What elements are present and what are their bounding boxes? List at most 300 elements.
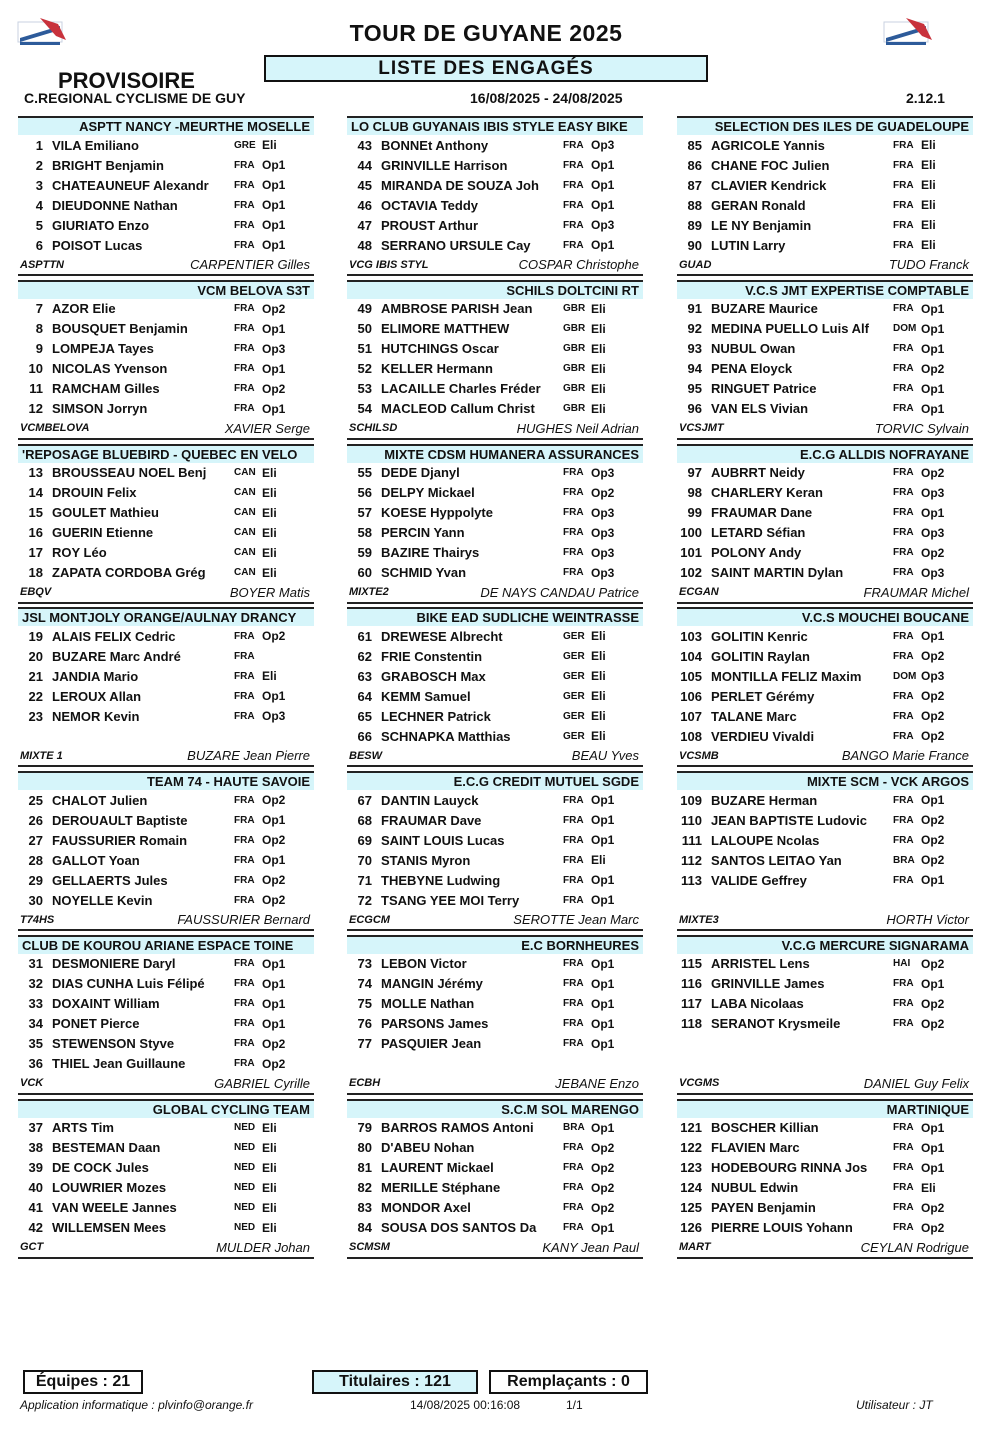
rider-row (677, 1218, 973, 1238)
rider-row (18, 359, 314, 379)
team-footer (677, 419, 973, 440)
rider-row (18, 830, 314, 850)
rider-row (677, 235, 973, 255)
rider-number: 57 (357, 505, 372, 521)
empty-row (677, 1054, 973, 1074)
rider-nationality: CAN (234, 487, 256, 499)
rider-name: LOMPEJA Tayes (52, 341, 154, 357)
rider-number: 27 (28, 832, 43, 848)
rider-category: Eli (262, 1180, 277, 1195)
rider-name: FLAVIEN Marc (711, 1140, 800, 1156)
rider-row (347, 1138, 643, 1158)
team-manager: FAUSSURIER Bernard (177, 912, 310, 928)
rider-nationality: HAI (893, 958, 911, 970)
rider-row (18, 339, 314, 359)
rider-row (347, 1218, 643, 1238)
rider-name: BARROS RAMOS Antoni (381, 1120, 534, 1136)
rider-number: 125 (680, 1200, 702, 1216)
rider-number: 89 (687, 217, 702, 233)
rider-category: Op2 (921, 649, 945, 664)
team-manager: BUZARE Jean Pierre (187, 748, 310, 764)
rider-name: GOULET Mathieu (52, 505, 159, 521)
team-code: MART (679, 1241, 711, 1254)
team-manager: GABRIEL Cyrille (214, 1075, 310, 1091)
rider-category: Op1 (921, 873, 945, 888)
rider-nationality: FRA (563, 507, 584, 519)
team-code: ECBH (349, 1077, 381, 1090)
rider-name: LE NY Benjamin (711, 217, 812, 233)
rider-name: DREWESE Albrecht (381, 628, 503, 644)
team-footer (347, 1238, 643, 1259)
rider-name: JANDIA Mario (52, 668, 139, 684)
rider-nationality: FRA (893, 730, 914, 742)
rider-nationality: FRA (234, 363, 255, 375)
rider-nationality: FRA (563, 894, 584, 906)
rider-number: 90 (687, 237, 702, 253)
rider-name: ZAPATA CORDOBA Grég (52, 565, 206, 581)
rider-name: GRABOSCH Max (381, 668, 486, 684)
rider-row (347, 563, 643, 583)
team-code: GUAD (679, 258, 712, 271)
rider-category: Op1 (262, 158, 286, 172)
rider-name: KEMM Samuel (381, 688, 471, 704)
rider-number: 40 (28, 1180, 43, 1196)
rider-name: MOLLE Nathan (381, 996, 475, 1012)
rider-nationality: FRA (893, 630, 914, 642)
rider-row (347, 994, 643, 1014)
team-manager: BEAU Yves (571, 748, 639, 764)
rider-row (347, 319, 643, 339)
rider-nationality: FRA (234, 403, 255, 415)
rider-row (18, 379, 314, 399)
rider-number: 48 (357, 237, 372, 253)
rider-category: Eli (591, 709, 606, 724)
rider-number: 52 (357, 361, 372, 377)
team-column-1 (18, 116, 314, 1263)
rider-row (18, 706, 314, 726)
rider-row (677, 954, 973, 974)
rider-nationality: GBR (563, 303, 586, 315)
rider-name: LECHNER Patrick (381, 708, 491, 724)
rider-name: SIMSON Jorryn (52, 401, 148, 417)
rider-nationality: FRA (563, 834, 584, 846)
rider-category: Op1 (921, 1140, 945, 1155)
team-name: JSL MONTJOLY ORANGE/AULNAY DRANCY (18, 607, 314, 626)
rider-nationality: FRA (563, 1162, 584, 1174)
team-block (347, 280, 643, 444)
rider-number: 12 (28, 401, 43, 417)
rider-nationality: GBR (563, 383, 586, 395)
rider-nationality: FRA (893, 650, 914, 662)
team-footer (677, 1074, 973, 1095)
rider-number: 104 (680, 648, 702, 664)
rider-category: Eli (262, 545, 277, 560)
team-footer (677, 255, 973, 276)
rider-number: 122 (680, 1140, 702, 1156)
rider-row (18, 1014, 314, 1034)
rider-category: Eli (262, 1200, 277, 1215)
rider-row (677, 215, 973, 235)
rider-nationality: GBR (563, 323, 586, 335)
team-code: MIXTE 1 (20, 749, 63, 762)
rider-name: GOLITIN Raylan (711, 648, 810, 664)
rider-number: 66 (357, 728, 372, 744)
rider-name: GIURIATO Enzo (52, 217, 150, 233)
rider-name: RINGUET Patrice (711, 381, 817, 397)
rider-category: Eli (591, 669, 606, 684)
rider-number: 46 (357, 197, 372, 213)
rider-name: HUTCHINGS Oscar (381, 341, 499, 357)
rider-number: 94 (687, 361, 702, 377)
rider-category: Op2 (262, 381, 286, 396)
team-manager: XAVIER Serge (224, 420, 310, 436)
rider-row (677, 563, 973, 583)
empty-row (347, 1054, 643, 1074)
rider-nationality: FRA (563, 487, 584, 499)
rider-category: Op2 (591, 485, 615, 500)
page-title: TOUR DE GUYANE 2025 (349, 20, 623, 46)
rider-nationality: GER (563, 710, 585, 722)
rider-name: SERRANO URSULE Cay (381, 237, 531, 253)
rider-number: 88 (687, 197, 702, 213)
rider-nationality: GRE (234, 139, 256, 151)
rider-row (18, 870, 314, 890)
rider-category: Eli (262, 1160, 277, 1175)
team-name: V.C.G MERCURE SIGNARAMA (677, 935, 973, 954)
rider-nationality: FRA (234, 323, 255, 335)
rider-category: Eli (591, 361, 606, 376)
rider-category: Op2 (921, 1016, 945, 1031)
rider-number: 68 (357, 812, 372, 828)
rider-row (677, 1198, 973, 1218)
team-manager: MULDER Johan (216, 1239, 310, 1255)
rider-nationality: GER (563, 730, 585, 742)
team-footer (18, 255, 314, 276)
rider-nationality: FRA (893, 507, 914, 519)
rider-category: Op2 (262, 1036, 286, 1051)
rider-number: 112 (681, 852, 702, 868)
rider-nationality: FRA (893, 403, 914, 415)
rider-row (18, 563, 314, 583)
rider-category: Eli (591, 321, 606, 336)
rider-nationality: FRA (563, 547, 584, 559)
team-footer (18, 746, 314, 767)
rider-number: 19 (28, 628, 43, 644)
rider-nationality: FRA (893, 179, 914, 191)
rider-row (347, 726, 643, 746)
team-manager: COSPAR Christophe (518, 257, 639, 272)
rider-nationality: FRA (563, 1202, 584, 1214)
rider-row (18, 974, 314, 994)
rider-name: LEBON Victor (381, 956, 467, 972)
rider-nationality: FRA (893, 527, 914, 539)
rider-nationality: FRA (893, 219, 914, 231)
team-name: V.C.S MOUCHEI BOUCANE (677, 607, 973, 626)
rider-name: STANIS Myron (381, 852, 471, 868)
team-footer (18, 1074, 314, 1095)
rider-row (347, 890, 643, 910)
team-block (347, 935, 643, 1099)
rider-name: PASQUIER Jean (381, 1036, 482, 1052)
rider-nationality: CAN (234, 507, 256, 519)
rider-row (347, 463, 643, 483)
rider-nationality: FRA (234, 854, 255, 866)
rider-number: 87 (687, 177, 702, 193)
rider-category: Op2 (591, 1180, 615, 1195)
rider-name: ROY Léo (52, 545, 107, 561)
rider-row (347, 870, 643, 890)
rider-nationality: FRA (563, 978, 584, 990)
rider-number: 96 (687, 401, 702, 417)
rider-number: 123 (680, 1160, 702, 1176)
rider-nationality: FRA (893, 567, 914, 579)
rider-name: MIRANDA DE SOUZA Joh (381, 177, 539, 193)
rider-row (677, 870, 973, 890)
rider-number: 18 (28, 565, 43, 581)
rider-category: Op2 (921, 729, 945, 744)
rider-nationality: FRA (234, 199, 255, 211)
rider-row (18, 646, 314, 666)
rider-name: TSANG YEE MOI Terry (381, 892, 520, 908)
rider-row (18, 850, 314, 870)
rider-row (677, 726, 973, 746)
team-manager: TUDO Franck (888, 257, 969, 272)
rider-row (677, 974, 973, 994)
rider-row (18, 666, 314, 686)
rider-name: VAN ELS Vivian (711, 401, 809, 417)
rider-nationality: FRA (893, 1162, 914, 1174)
rider-category: Eli (921, 218, 936, 232)
rider-row (18, 810, 314, 830)
rider-row (677, 379, 973, 399)
team-name: MIXTE SCM - VCK ARGOS (677, 771, 973, 790)
rider-number: 17 (28, 545, 43, 561)
rider-category: Op1 (921, 1120, 945, 1135)
team-name: E.C BORNHEURES (347, 935, 643, 954)
team-block (677, 116, 973, 280)
rider-category: Eli (591, 649, 606, 664)
rider-row (677, 155, 973, 175)
footer-app-info: Application informatique : plvinfo@orange.fr (20, 1398, 253, 1412)
rider-number: 38 (28, 1140, 43, 1156)
rider-row (347, 1014, 643, 1034)
team-code: MIXTE3 (679, 913, 719, 926)
rider-name: JEAN BAPTISTE Ludovic (711, 812, 868, 828)
rider-name: VILA Emiliano (52, 137, 139, 153)
rider-nationality: FRA (234, 710, 255, 722)
rider-name: POLONY Andy (711, 545, 802, 561)
rider-number: 2 (35, 157, 43, 173)
rider-row (677, 1178, 973, 1198)
rider-row (18, 135, 314, 155)
rider-name: LOUWRIER Mozes (52, 1180, 167, 1196)
rider-category: Op1 (262, 813, 286, 828)
rider-category: Eli (591, 689, 606, 704)
rider-number: 105 (680, 668, 702, 684)
rider-category: Eli (591, 853, 606, 868)
rider-category: Eli (921, 178, 936, 192)
rider-nationality: FRA (893, 1182, 914, 1194)
rider-name: BAZIRE Thairys (381, 545, 480, 561)
rider-number: 102 (680, 565, 702, 581)
rider-category: Op1 (591, 1036, 615, 1051)
team-name: BIKE EAD SUDLICHE WEINTRASSE (347, 607, 643, 626)
team-manager: CARPENTIER Gilles (190, 257, 310, 272)
rider-row (347, 626, 643, 646)
rider-row (677, 175, 973, 195)
rider-number: 118 (681, 1016, 702, 1032)
team-footer (677, 910, 973, 931)
rider-row (677, 810, 973, 830)
rider-number: 58 (357, 525, 372, 541)
rider-number: 4 (35, 197, 43, 213)
rider-number: 6 (35, 237, 43, 253)
rider-name: GRINVILLE James (711, 976, 825, 992)
rider-name: BOUSQUET Benjamin (52, 321, 188, 337)
rider-row (18, 175, 314, 195)
rider-name: SCHNAPKA Matthias (381, 728, 511, 744)
rider-category: Op2 (921, 996, 945, 1011)
team-name: E.C.G ALLDIS NOFRAYANE (677, 444, 973, 463)
rider-category: Op1 (921, 629, 945, 644)
rider-category: Op1 (262, 198, 286, 212)
rider-category: Op3 (921, 669, 945, 684)
rider-category: Op1 (921, 301, 945, 316)
rider-nationality: FRA (893, 794, 914, 806)
rider-number: 77 (357, 1036, 372, 1052)
rider-category: Op3 (591, 565, 615, 580)
rider-name: MERILLE Stéphane (381, 1180, 501, 1196)
footer-timestamp: 14/08/2025 00:16:08 (410, 1398, 521, 1412)
rider-number: 61 (357, 628, 372, 644)
rider-category: Op1 (262, 996, 286, 1011)
rider-nationality: GBR (563, 403, 586, 415)
rider-number: 82 (357, 1180, 372, 1196)
rider-nationality: BRA (563, 1122, 585, 1134)
rider-nationality: FRA (234, 1038, 255, 1050)
rider-row (677, 339, 973, 359)
rider-number: 107 (680, 708, 702, 724)
rider-number: 100 (680, 525, 702, 541)
rider-name: ELIMORE MATTHEW (381, 321, 510, 337)
empty-row (677, 890, 973, 910)
rider-nationality: FRA (234, 383, 255, 395)
rider-row (347, 379, 643, 399)
rider-name: TALANE Marc (711, 708, 797, 724)
rider-name: VALIDE Geffrey (711, 872, 807, 888)
rider-name: GUERIN Etienne (52, 525, 154, 541)
rider-category: Op1 (921, 401, 945, 416)
rider-nationality: FRA (563, 199, 584, 211)
team-name: TEAM 74 - HAUTE SAVOIE (18, 771, 314, 790)
team-block (677, 935, 973, 1099)
rider-category: Op1 (262, 218, 286, 232)
team-footer (18, 583, 314, 604)
rider-number: 25 (28, 792, 43, 808)
team-column-3 (677, 116, 973, 1263)
rider-row (677, 1118, 973, 1138)
rider-name: ARTS Tim (52, 1120, 114, 1136)
rider-name: RAMCHAM Gilles (52, 381, 160, 397)
rider-category: Op2 (591, 1160, 615, 1175)
rider-number: 45 (357, 177, 372, 193)
rider-category: Op1 (591, 178, 615, 192)
rider-number: 84 (357, 1220, 372, 1236)
rider-number: 86 (687, 157, 702, 173)
rider-name: BONNEt Anthony (381, 137, 489, 153)
rider-name: CHANE FOC Julien (711, 157, 830, 173)
rider-category: Eli (921, 1180, 936, 1195)
rider-number: 47 (357, 217, 372, 233)
rider-name: BOSCHER Killian (711, 1120, 819, 1136)
rider-number: 20 (28, 648, 43, 664)
team-footer (677, 1238, 973, 1259)
teams-count: Équipes : 21 (23, 1370, 143, 1394)
rider-name: OCTAVIA Teddy (381, 197, 479, 213)
rider-nationality: FRA (234, 303, 255, 315)
rider-name: POISOT Lucas (52, 237, 143, 253)
rider-nationality: FRA (563, 998, 584, 1010)
rider-nationality: FRA (893, 1142, 914, 1154)
rider-nationality: FRA (893, 834, 914, 846)
rider-name: FRAUMAR Dave (381, 812, 482, 828)
rider-category: Op1 (262, 238, 286, 252)
rider-number: 72 (357, 892, 372, 908)
team-block (677, 280, 973, 444)
rider-number: 30 (28, 892, 43, 908)
rider-row (347, 706, 643, 726)
rider-nationality: FRA (563, 958, 584, 970)
team-code: SCHILSD (349, 422, 398, 435)
rider-row (347, 686, 643, 706)
rider-category: Op1 (262, 689, 286, 704)
rider-nationality: FRA (563, 854, 584, 866)
rider-nationality: FRA (563, 794, 584, 806)
rider-category: Op1 (591, 976, 615, 991)
rider-row (18, 1178, 314, 1198)
rider-row (677, 483, 973, 503)
event-dates: 16/08/2025 - 24/08/2025 (470, 90, 623, 106)
rider-category: Eli (921, 238, 936, 252)
rider-category: Eli (921, 158, 936, 172)
rider-nationality: FRA (893, 710, 914, 722)
rider-number: 106 (680, 688, 702, 704)
rider-name: SOUSA DOS SANTOS Da (381, 1220, 537, 1236)
rider-number: 1 (35, 137, 43, 153)
team-name: S.C.M SOL MARENGO (347, 1099, 643, 1118)
rider-name: FRIE Constentin (381, 648, 483, 664)
rider-row (18, 195, 314, 215)
team-block (18, 1099, 314, 1263)
rider-number: 63 (357, 668, 372, 684)
rider-nationality: FRA (563, 527, 584, 539)
rider-nationality: FRA (234, 650, 255, 662)
team-block (18, 771, 314, 935)
rider-category: Op1 (262, 1016, 286, 1031)
team-footer (347, 1074, 643, 1095)
rider-category: Op3 (262, 341, 286, 356)
rider-row (18, 215, 314, 235)
rider-category: Op1 (921, 341, 945, 356)
rider-name: DE COCK Jules (52, 1160, 149, 1176)
rider-number: 71 (357, 872, 372, 888)
rider-category: Op2 (921, 813, 945, 828)
rider-category: Op1 (262, 853, 286, 868)
rider-nationality: FRA (563, 1222, 584, 1234)
rider-category: Op1 (921, 381, 945, 396)
rider-category: Op1 (591, 893, 615, 908)
rider-name: PARSONS James (381, 1016, 489, 1032)
